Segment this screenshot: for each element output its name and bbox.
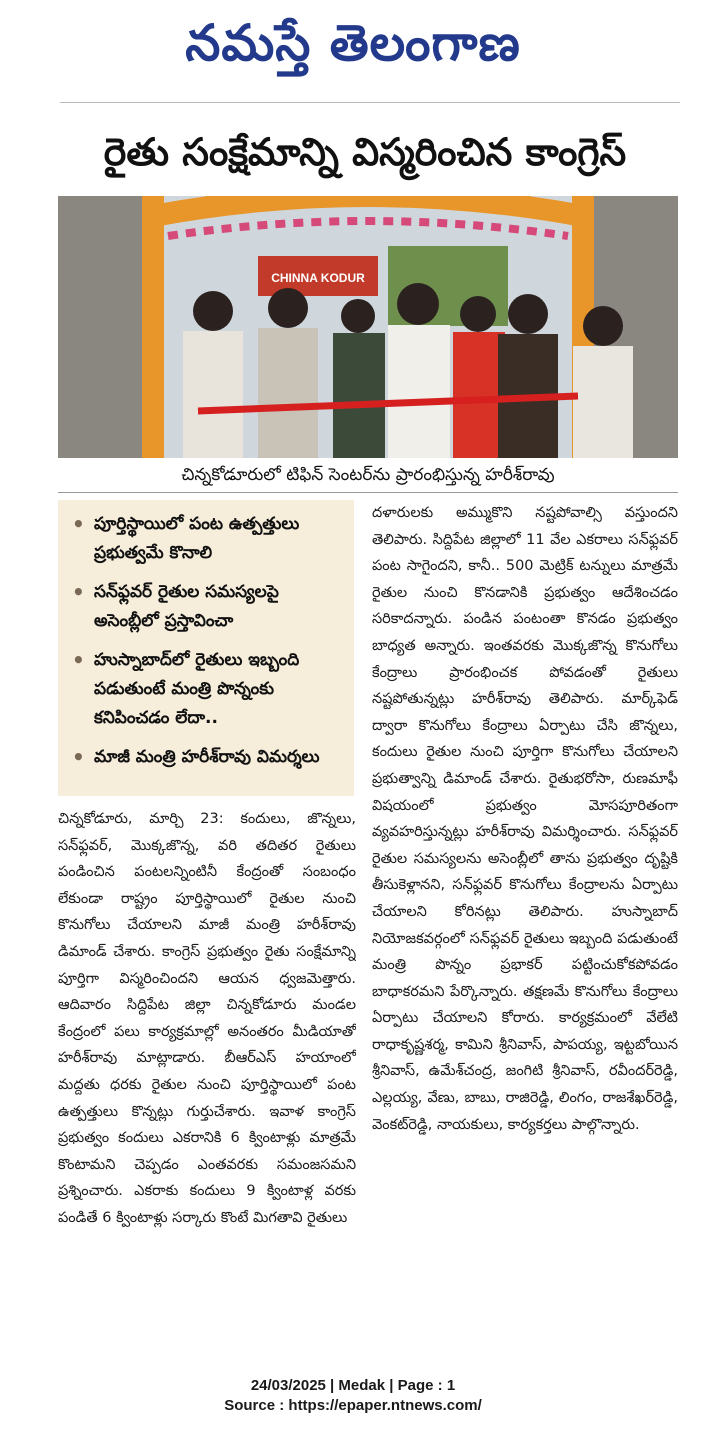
caption-divider [58, 492, 678, 493]
highlight-item [72, 578, 346, 636]
shop-banner-text: CHINNA KODUR [271, 271, 365, 285]
article-body-right: దళారులకు అమ్ముకొని నష్టపోవాల్సి వస్తుందని తెలిపారు. సిద్దిపేట జిల్లాలో 11 వేల ఎకరాలు సన్‌ఫ్లవర్ పంట సాగైందని, కానీ.. 500 మెట్రిక్ టన్నులు మాత్రమే రైతుల నుంచి కొనడానికి ప్రభుత్వం ఆదేశించడం సరికాదన్నారు. పండిన పంటంతా కొనడం ప్రభుత్వం బాధ్యత అన్నారు. ఇంతవరకు మొక్కజొన్న కొనుగోలు కేంద్రాలు ప్రారంభించక పోవడంతో రైతులు నష్టపోతున్నట్లు హరీశ్‌రావు తెలిపారు. మార్క్‌ఫెడ్ ద్వారా కొనుగోలు కేంద్రాలు ఏర్పాటు చేసి జొన్నలు, కందులు రైతుల నుంచి పూర్తిగా కొనుగోలు చేయాలని ప్రభుత్వాన్ని డిమాండ్ చేశారు. రైతుభరోసా, రుణమాఫీ విషయంలో ప్రభుత్వం మోసపూరితంగా వ్యవహరిస్తున్నట్లు హరీశ్‌రావు విమర్శించారు. సన్‌ఫ్లవర్ రైతుల సమస్యలను అసెంబ్లీలో తాను ప్రభుత్వం దృష్టికి తీసుకెళ్లానని, సన్‌ఫ్లవర్ కొనుగోలు కేంద్రాలను ఏర్పాటు చేయాలని కోరినట్లు తెలిపారు. హుస్నాబాద్ నియోజకవర్గంలో సన్‌ఫ్లవర్ రైతులు ఇబ్బంది పడుతుంటే మంత్రి పొన్నం ప్రభాకర్ పట్టించుకోకపోవడం బాధాకరమని పేర్కొన్నారు. తక్షణమే కొనుగోలు కేంద్రాలు ఏర్పాటు చేయాలని కోరారు. కార్యక్రమంలో వేలేటి రాధాకృష్ణశర్మ, కామిని శ్రీనివాస్, పాపయ్య, ఇట్టబోయిన శ్రీనివాస్, ఉమేశ్‌చంద్ర, జంగిటి శ్రీనివాస్, రవీందర్‌రెడ్డి, ఎల్లయ్య, వేణు, బాబు, రాజిరెడ్డి, లింగం, రాజశేఖర్‌రెడ్డి, వెంకట్‌రెడ్డి, నాయకులు, కార్యకర్తలు పాల్గొన్నారు. [372, 505, 678, 1133]
masthead-divider [60, 102, 680, 103]
footer-source: Source : https://epaper.ntnews.com/ [224, 1397, 482, 1414]
highlight-text: పూర్తిస్థాయిలో పంట ఉత్పత్తులు ప్రభుత్వమే కొనాలి [94, 514, 300, 563]
footer-date-edition: 24/03/2025 | Medak | Page : 1 [250, 1377, 456, 1394]
photo-caption: చిన్నకోడూరులో టిఫిన్ సెంటర్‌ను ప్రారంభిస్తున్న హరీశ్‌రావు [181, 465, 555, 485]
article-headline: రైతు సంక్షేమాన్ని విస్మరించిన కాంగ్రెస్ [103, 130, 627, 174]
photo-illustration [58, 196, 678, 458]
article-column-left [58, 806, 356, 1336]
bullet-icon: • [72, 648, 85, 672]
bullet-icon: • [72, 512, 85, 536]
masthead-logo: నమస్తే తెలంగాణ [185, 14, 521, 72]
highlights-box [58, 500, 354, 796]
highlight-item [72, 510, 346, 568]
article-body-left: చిన్నకోడూరు, మార్చి 23: కందులు, జొన్నలు, సన్‌ఫ్లవర్, మొక్కజొన్న, వరి తదితర రైతులు పండించిన పంటలన్నింటినీ కేంద్రంతో సంబంధం లేకుండా రాష్ట్రం పూర్తిస్థాయిలో రైతుల నుంచి కొనుగోలు చేయాలని మాజీ మంత్రి హరీశ్‌రావు డిమాండ్ చేశారు. కాంగ్రెస్ ప్రభుత్వం రైతు సంక్షేమాన్ని పూర్తిగా విస్మరించిందని ఆయన ధ్వజమెత్తారు. ఆదివారం సిద్దిపేట జిల్లా చిన్నకోడూరు మండల కేంద్రంలో పలు కార్యక్రమాల్లో అనంతరం మీడియాతో హరీశ్‌రావు మాట్లాడారు. బీఆర్‌ఎస్ హయాంలో మద్దతు ధరకు రైతుల నుంచి పూర్తిస్థాయిలో పంట ఉత్పత్తులు కొన్నట్లు గుర్తుచేశారు. ఇవాళ కాంగ్రెస్ ప్రభుత్వం కందులు ఎకరానికి 6 క్వింటాళ్లు మాత్రమే కొంటామని చెప్పడం ఎంతవరకు సమంజసమని ప్రశ్నించారు. ఎకరాకు కందులు 9 క్వింటాళ్ల వరకు పండితే 6 క్వింటాళ్లు సర్కారు కొంటే మిగతావి రైతులు [58, 811, 356, 1226]
article-column-right [372, 500, 678, 1336]
highlight-text: సన్‌ఫ్లవర్ రైతుల సమస్యలపై అసెంబ్లీలో ప్రస్తావించా [94, 582, 279, 631]
bullet-icon: • [72, 745, 85, 769]
highlight-text: మాజీ మంత్రి హరీశ్‌రావు విమర్శలు [94, 747, 320, 767]
highlight-item [72, 743, 346, 772]
highlight-text: హుస్నాబాద్‌లో రైతులు ఇబ్బంది పడుతుంటే మంత్రి పొన్నంకు కనిపించడం లేదా.. [94, 650, 300, 728]
page-footer [0, 1376, 706, 1426]
bullet-icon: • [72, 580, 85, 604]
highlight-item [72, 646, 346, 733]
article-photo [58, 196, 678, 458]
